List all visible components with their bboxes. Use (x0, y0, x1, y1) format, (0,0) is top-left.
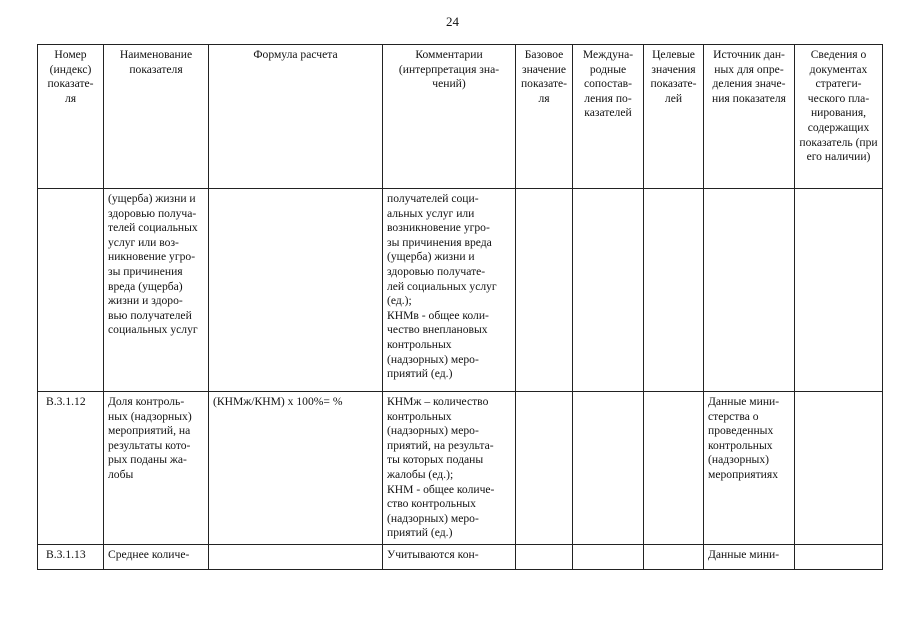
header-formula: Формула расчета (209, 45, 383, 189)
cell-comment: Учитываются кон- (383, 544, 516, 569)
table-row (38, 544, 883, 569)
cell-international (573, 544, 644, 569)
cell-number: В.3.1.13 (38, 544, 104, 569)
cell-international (573, 189, 644, 392)
indicators-table (37, 44, 883, 570)
cell-data-source (704, 189, 795, 392)
cell-formula: (КНМж/КНМ) х 100%= % (209, 392, 383, 545)
table-row (38, 189, 883, 392)
cell-number (38, 189, 104, 392)
header-strategic-docs: Сведения о документах стратеги- ческого пла- нирования, содержащих показатель (при его наличии) (795, 45, 883, 189)
cell-strategic-docs (795, 544, 883, 569)
cell-base-value (516, 544, 573, 569)
table-row (38, 392, 883, 545)
cell-data-source: Данные мини- (704, 544, 795, 569)
cell-name: Доля контроль- ных (надзорных) мероприятий, на результаты кото- рых поданы жа- лобы (104, 392, 209, 545)
cell-international (573, 392, 644, 545)
cell-comment: получателей соци- альных услуг или возникновение угро- зы причинения вреда (ущерба) жизни и здоровью получате- лей социальных услуг (ед.); КНМв - общее коли- чество внеплановых контрольных (надзорных) меро- приятий (ед.) (383, 189, 516, 392)
cell-formula (209, 544, 383, 569)
header-target-values: Целевые значения показате- лей (644, 45, 704, 189)
header-international: Междуна- родные сопостав- ления по- казателей (573, 45, 644, 189)
table-header-row (38, 45, 883, 189)
header-number: Номер (индекс) показате- ля (38, 45, 104, 189)
cell-target-values (644, 544, 704, 569)
cell-base-value (516, 189, 573, 392)
cell-number: В.3.1.12 (38, 392, 104, 545)
cell-formula (209, 189, 383, 392)
cell-name: (ущерба) жизни и здоровью получа- телей социальных услуг или воз- никновение угро- зы причинения вреда (ущерба) жизни и здоро- вью получателей социальных услуг (104, 189, 209, 392)
cell-data-source: Данные мини- стерства о проведенных контрольных (надзорных) мероприятиях (704, 392, 795, 545)
cell-target-values (644, 189, 704, 392)
cell-strategic-docs (795, 189, 883, 392)
page-number: 24 (446, 14, 459, 29)
cell-target-values (644, 392, 704, 545)
cell-strategic-docs (795, 392, 883, 545)
cell-comment: КНМж – количество контрольных (надзорных) меро- приятий, на результа- ты которых поданы жалобы (ед.); КНМ - общее количе- ство контрольных (надзорных) меро- приятий (ед.) (383, 392, 516, 545)
header-name: Наименование показателя (104, 45, 209, 189)
header-base-value: Базовое значение показате- ля (516, 45, 573, 189)
cell-name: Среднее количе- (104, 544, 209, 569)
cell-base-value (516, 392, 573, 545)
header-data-source: Источник дан- ных для опре- деления значе- ния показателя (704, 45, 795, 189)
header-comment: Комментарии (интерпретация зна- чений) (383, 45, 516, 189)
